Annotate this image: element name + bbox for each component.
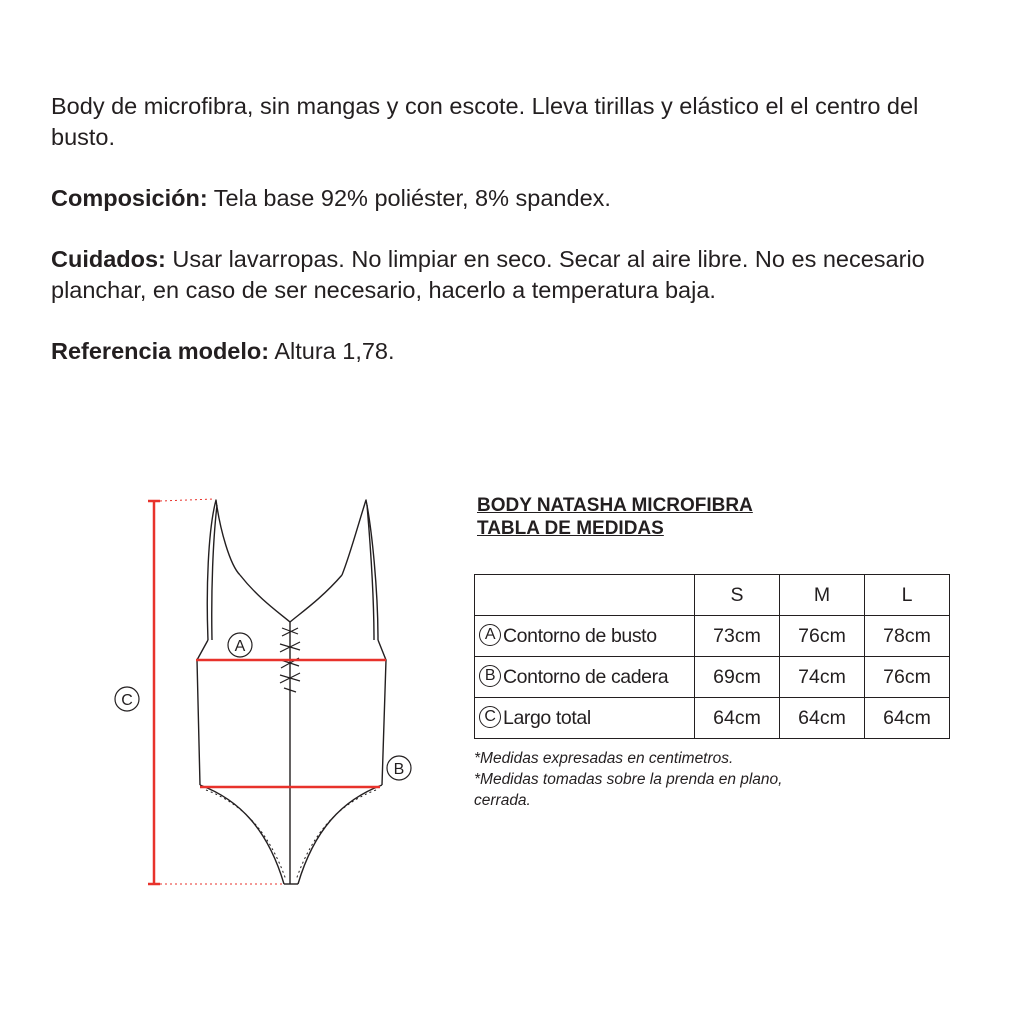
header-size-s: S: [695, 575, 780, 616]
hip-s: 69cm: [695, 657, 780, 698]
size-table-title-line1: BODY NATASHA MICROFIBRA: [477, 495, 753, 516]
row-marker-b: B: [479, 665, 501, 687]
model-text: Altura 1,78.: [269, 338, 395, 364]
care-text: Usar lavarropas. No limpiar en seco. Secar al aire libre. No es necesario planchar, en caso de ser necesario, hacerlo a temperatura baja.: [51, 246, 925, 303]
row-label-text: Contorno de cadera: [503, 665, 669, 688]
marker-a: [228, 633, 252, 657]
model-label: Referencia modelo:: [51, 338, 270, 364]
note-units: *Medidas expresadas en centimetros.: [474, 750, 734, 767]
product-description: [51, 91, 981, 397]
row-marker-c: C: [479, 706, 501, 728]
size-table-title: [477, 494, 753, 540]
guide-dotted-lines: [160, 499, 284, 884]
header-size-m: M: [780, 575, 865, 616]
table-row: [475, 698, 950, 739]
row-marker-a: A: [479, 624, 501, 646]
leg-stitching: [206, 790, 376, 880]
note-method: *Medidas tomadas sobre la prenda en plano, cerrada.: [474, 771, 783, 809]
care-paragraph: [51, 244, 981, 306]
hip-l: 76cm: [865, 657, 950, 698]
size-table-title-line2: TABLA DE MEDIDAS: [477, 518, 664, 539]
bust-m: 76cm: [780, 616, 865, 657]
row-label-text: Largo total: [503, 706, 591, 729]
svg-text:B: B: [393, 761, 405, 778]
table-row: [475, 616, 950, 657]
measurement-lines: [148, 501, 386, 884]
care-label: Cuidados:: [51, 246, 166, 272]
model-paragraph: [51, 336, 981, 367]
row-label-text: Contorno de busto: [503, 624, 657, 647]
composition-label: Composición:: [51, 185, 208, 211]
length-m: 64cm: [780, 698, 865, 739]
marker-c: [115, 687, 139, 711]
length-s: 64cm: [695, 698, 780, 739]
bodysuit-outline: [197, 500, 386, 884]
svg-text:A: A: [234, 638, 246, 655]
row-label-length: [475, 698, 695, 739]
hip-m: 74cm: [780, 657, 865, 698]
size-table-header-row: [475, 575, 950, 616]
size-table-notes: [474, 748, 804, 811]
product-intro: Body de microfibra, sin mangas y con escote. Lleva tirillas y elástico el el centro del busto.: [51, 93, 919, 150]
header-empty-cell: [475, 575, 695, 616]
composition-paragraph: [51, 183, 981, 214]
row-label-hip: [475, 657, 695, 698]
table-row: [475, 657, 950, 698]
marker-b: [387, 756, 411, 780]
size-table: [474, 574, 950, 739]
bust-s: 73cm: [695, 616, 780, 657]
composition-text: Tela base 92% poliéster, 8% spandex.: [207, 185, 611, 211]
bodysuit-diagram: [100, 485, 440, 905]
header-size-l: L: [865, 575, 950, 616]
row-label-bust: [475, 616, 695, 657]
length-l: 64cm: [865, 698, 950, 739]
bust-l: 78cm: [865, 616, 950, 657]
svg-text:C: C: [121, 692, 133, 709]
